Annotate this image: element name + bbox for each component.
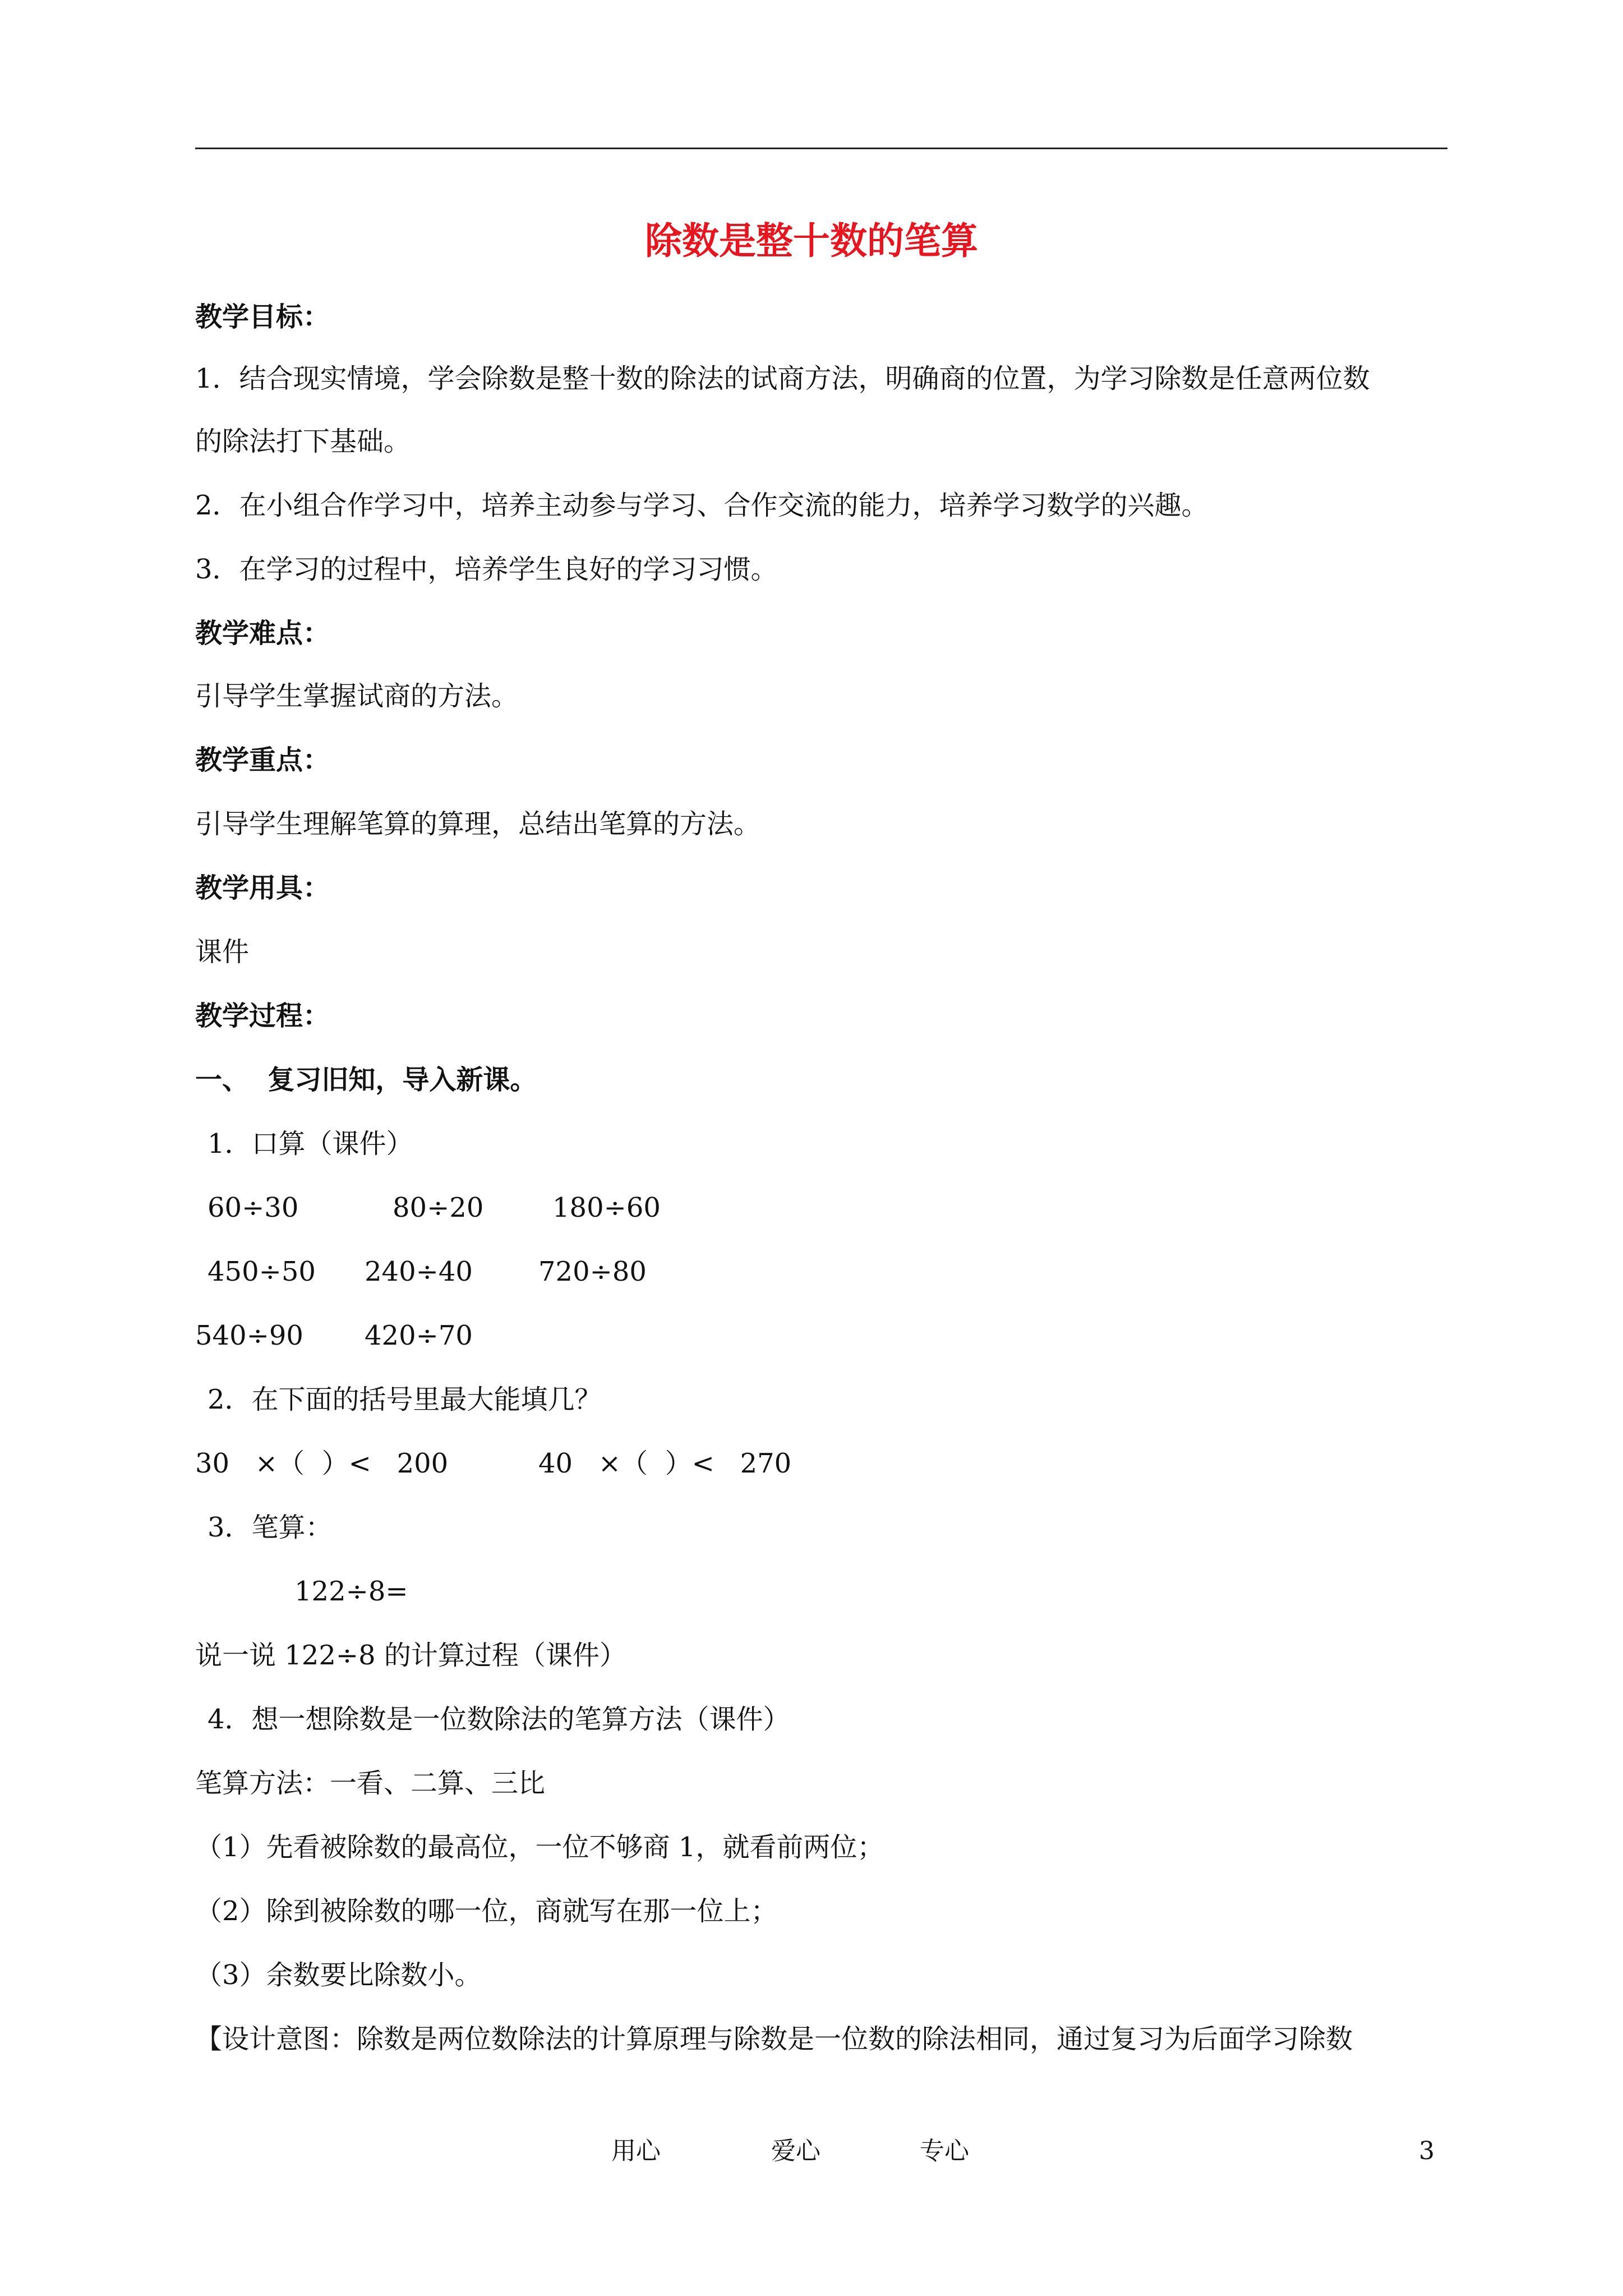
goal-3: 3．在学习的过程中，培养学生良好的学习习惯。	[195, 554, 778, 585]
footer-text-2: 爱心	[771, 2137, 820, 2165]
section-1-heading: 一、 复习旧知，导入新课。	[195, 1064, 537, 1096]
page-title: 除数是整十数的笔算	[645, 219, 978, 263]
design-intent: 【设计意图：除数是两位数除法的计算原理与除数是一位数的除法相同，通过复习为后面学习除数	[195, 2023, 1353, 2055]
calc-r1c1: 60÷30	[208, 1192, 299, 1223]
difficulty-text: 引导学生掌握试商的方法。	[195, 680, 519, 712]
calc-r3c2: 420÷70	[365, 1320, 473, 1351]
goal-1a: 1．结合现实情境，学会除数是整十数的除法的试商方法，明确商的位置，为学习除数是任意两位数	[195, 363, 1370, 394]
explain-process: 说一说 122÷8 的计算过程（课件）	[195, 1640, 626, 1671]
method-line: 笔算方法：一看、二算、三比	[195, 1768, 546, 1799]
calc-122-div-8: 122÷8=	[294, 1576, 408, 1607]
process-heading: 教学过程：	[195, 1000, 330, 1032]
method-step-1: （1）先看被除数的最高位，一位不够商 1，就看前两位；	[195, 1832, 884, 1863]
method-step-3: （3）余数要比除数小。	[195, 1959, 482, 1991]
footer-text-1: 用心	[611, 2137, 661, 2165]
calc-r1c2: 80÷20	[393, 1192, 484, 1223]
goal-2: 2．在小组合作学习中，培养主动参与学习、合作交流的能力，培养学习数学的兴趣。	[195, 490, 1209, 521]
item-4: 4．想一想除数是一位数除法的笔算方法（课件）	[208, 1704, 790, 1735]
calc-r2c3: 720÷80	[538, 1256, 647, 1287]
header-rule	[195, 148, 1447, 149]
key-heading: 教学重点：	[195, 744, 330, 776]
item-1: 1．口算（课件）	[208, 1128, 413, 1159]
item-2: 2．在下面的括号里最大能填几？	[208, 1384, 602, 1415]
calc-r1c3: 180÷60	[552, 1192, 661, 1223]
difficulty-heading: 教学难点：	[195, 618, 330, 649]
page-number: 3	[1419, 2137, 1435, 2165]
goal-heading: 教学目标：	[195, 301, 330, 333]
inequality-1: 30 ×（ ）< 200	[195, 1448, 449, 1479]
tools-text: 课件	[195, 936, 250, 968]
calc-r3c1: 540÷90	[195, 1320, 303, 1351]
footer-text-3: 专心	[920, 2137, 969, 2165]
calc-r2c1: 450÷50	[208, 1256, 316, 1287]
inequality-2: 40 ×（ ）< 270	[538, 1448, 792, 1479]
goal-1b: 的除法打下基础。	[195, 426, 411, 457]
method-step-2: （2）除到被除数的哪一位，商就写在那一位上；	[195, 1895, 778, 1927]
key-text: 引导学生理解笔算的算理，总结出笔算的方法。	[195, 808, 761, 840]
item-3: 3．笔算：	[208, 1512, 333, 1543]
calc-r2c2: 240÷40	[365, 1256, 473, 1287]
tools-heading: 教学用具：	[195, 872, 330, 904]
